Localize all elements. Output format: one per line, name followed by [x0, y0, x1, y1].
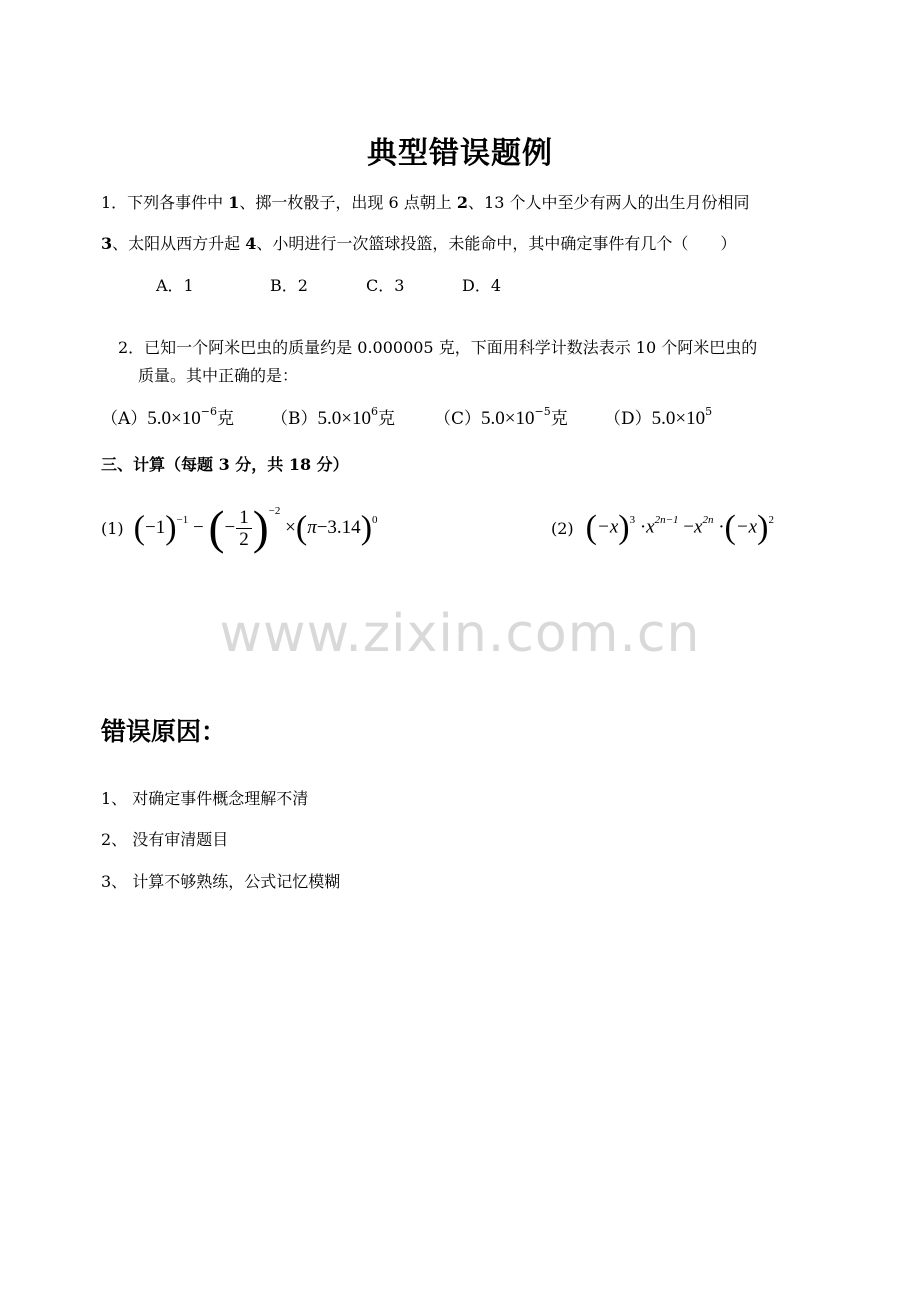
q1-line2-text-1: 、太阳从西方升起 — [112, 234, 246, 253]
q2-option-b-exponent: 6 — [370, 405, 378, 418]
calc-2-label: (2) — [551, 518, 574, 538]
q2-option-c-unit: 克 — [550, 409, 568, 429]
calc-1-exp-3: 0 — [372, 514, 378, 527]
calc-problem-2 — [551, 500, 774, 556]
calc-1-fraction — [236, 507, 252, 550]
calc-1-open-paren: ( — [133, 509, 145, 546]
calc-2-close-paren-2: ) — [757, 509, 769, 546]
calc-1-exp-2: −2 — [268, 505, 281, 518]
section-3-heading: 三、计算（每题 3 分，共 18 分） — [101, 455, 349, 474]
q2-option-b — [271, 404, 395, 430]
calc-2-exp-3: 2n — [702, 514, 714, 527]
calc-2-minus: − — [683, 516, 695, 538]
q2-option-d — [604, 404, 712, 430]
reason-item-2: 2、 没有审清题目 — [101, 830, 229, 849]
q2-option-a-label: （A） — [101, 409, 148, 429]
q2-option-c-label: （C） — [434, 409, 482, 429]
calc-2-x-2: x — [694, 516, 703, 538]
q1-line1 — [101, 193, 749, 213]
q2-option-a-unit: 克 — [216, 409, 234, 429]
calc-1-close-paren: ) — [165, 509, 177, 546]
q1-option-b: B．2 — [270, 276, 308, 295]
reason-item-3: 3、 计算不够熟练，公式记忆模糊 — [101, 872, 341, 891]
q2-option-d-base: 5.0×10 — [651, 408, 706, 429]
calc-2-exp-1: 3 — [629, 514, 636, 527]
q2-option-c — [434, 404, 568, 430]
q1-option-c: C．3 — [366, 276, 405, 295]
page-title: 典型错误题例 — [367, 136, 553, 171]
calc-1-term-neg-one: −1 — [145, 516, 166, 538]
q2-line2: 质量。其中正确的是： — [138, 366, 299, 385]
q2-option-b-unit: 克 — [377, 409, 395, 429]
calc-problem-1 — [101, 500, 378, 556]
calc-2-x: x — [646, 516, 655, 538]
calc-1-label: (1) — [101, 518, 124, 538]
calc-2-dot-2: · — [718, 516, 725, 538]
q1-line2-text-2: 、小明进行一次篮球投篮，未能命中，其中确定事件有几个（ ） — [256, 234, 737, 253]
calc-1-minus-314: −3.14 — [316, 516, 361, 538]
calc-1-open-paren-2: ( — [295, 509, 308, 546]
calc-2-open-paren: ( — [585, 509, 597, 546]
calc-2-neg-x-2: −x — [735, 516, 758, 538]
q1-option-d: D．4 — [462, 276, 502, 295]
calc-1-inner-minus: − — [224, 516, 236, 538]
calc-1-expression — [133, 501, 378, 554]
q2-option-c-base: 5.0×10 — [481, 408, 535, 429]
calc-1-numerator: 1 — [236, 507, 252, 529]
watermark: www.zixin.com.cn — [219, 604, 701, 664]
q2-option-d-label: （D） — [604, 409, 652, 429]
calc-2-exp-2: 2n−1 — [654, 514, 679, 527]
q2-option-b-base: 5.0×10 — [317, 408, 371, 429]
calc-1-big-close-paren: ) — [252, 501, 269, 554]
q1-line1-num-2: 2 — [456, 193, 469, 212]
calc-1-times: × — [285, 516, 296, 538]
calc-2-neg-x: −x — [597, 516, 619, 538]
calc-2-expression — [586, 511, 774, 545]
q1-line2 — [101, 234, 736, 254]
calc-1-close-paren-2: ) — [360, 509, 373, 546]
calc-2-close-paren: ) — [618, 509, 630, 546]
q2-option-d-exponent: 5 — [705, 405, 713, 418]
calc-2-dot-1: · — [639, 516, 647, 538]
calc-1-denominator: 2 — [239, 528, 249, 550]
q2-line1: 2．已知一个阿米巴虫的质量约是 0.000005 克，下面用科学计数法表示 10 个阿米巴虫的 — [118, 338, 758, 357]
calc-1-big-open-paren: ( — [208, 501, 225, 554]
q1-line1-num-1: 1 — [228, 193, 240, 212]
calc-1-pi: π — [307, 516, 317, 538]
calc-2-exp-4: 2 — [768, 514, 774, 527]
calc-1-exp-1: −1 — [176, 514, 189, 527]
q1-line2-num-4: 4 — [245, 234, 257, 253]
q2-option-a-base: 5.0×10 — [147, 408, 201, 429]
q1-line1-text-3: 、13 个人中至少有两人的出生月份相同 — [468, 193, 750, 212]
q2-option-b-label: （B） — [271, 409, 318, 429]
q1-line1-text-2: 、掷一枚骰子，出现 6 点朝上 — [239, 193, 457, 212]
q2-option-a-exponent: −6 — [200, 405, 217, 418]
q1-line2-num-3: 3 — [101, 234, 113, 253]
reason-item-1: 1、 对确定事件概念理解不清 — [101, 789, 309, 808]
calc-1-minus: − — [193, 516, 204, 538]
q1-option-a: A．1 — [156, 276, 194, 295]
q1-line1-text-1: 1．下列各事件中 — [101, 193, 229, 212]
calc-2-open-paren-2: ( — [724, 509, 736, 546]
q2-option-c-exponent: −5 — [534, 405, 551, 418]
reasons-heading: 错误原因： — [101, 717, 227, 746]
q2-option-a — [101, 404, 234, 430]
